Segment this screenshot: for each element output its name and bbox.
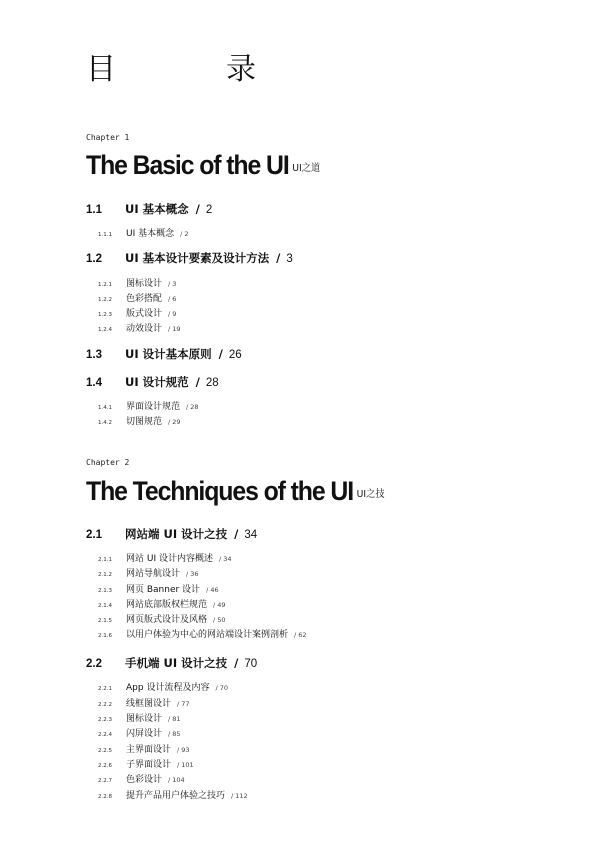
toc-section-1-4[interactable] xyxy=(86,374,219,390)
item-number: 2.1.3 xyxy=(98,588,112,594)
item-page: / 50 xyxy=(213,616,226,624)
item-title: 以用户体验为中心的网站端设计案例剖析 xyxy=(126,630,289,640)
item-title: UI 基本概念 xyxy=(126,229,175,239)
toc-section-2-1[interactable] xyxy=(86,526,257,542)
item-number: 1.2.3 xyxy=(98,312,112,318)
item-title: 网页 Banner 设计 xyxy=(126,585,201,595)
chapter-1-title xyxy=(86,150,320,181)
toc-item-1-2-2[interactable] xyxy=(98,291,176,304)
toc-item-2-1-1[interactable] xyxy=(98,551,232,564)
section-number: 2.2 xyxy=(86,658,102,670)
chapter-2-tag: Chapter 2 xyxy=(86,458,130,467)
toc-item-2-2-3[interactable] xyxy=(98,711,181,724)
toc-section-2-2[interactable] xyxy=(86,655,257,671)
section-separator: / xyxy=(234,656,239,670)
item-page: / 93 xyxy=(177,746,190,754)
item-page: / 29 xyxy=(168,418,181,426)
section-title: 网站端 UI 设计之技 xyxy=(125,527,228,541)
section-separator: / xyxy=(195,202,200,216)
item-title: 提升产品用户体验之技巧 xyxy=(126,791,226,801)
item-page: / 62 xyxy=(294,631,307,639)
section-separator: / xyxy=(218,347,223,361)
toc-item-1-1-1[interactable] xyxy=(98,226,189,239)
section-page: 3 xyxy=(286,253,293,265)
toc-item-2-1-2[interactable] xyxy=(98,566,199,579)
toc-item-2-1-5[interactable] xyxy=(98,612,226,625)
chapter-2-title xyxy=(86,476,385,507)
section-title: 手机端 UI 设计之技 xyxy=(125,656,228,670)
toc-section-1-1[interactable] xyxy=(86,201,212,217)
item-number: 2.1.1 xyxy=(98,557,112,563)
item-title: 线框图设计 xyxy=(126,699,172,709)
item-number: 1.2.1 xyxy=(98,282,112,288)
page-title: 目 录 xyxy=(86,52,296,87)
toc-item-1-2-4[interactable] xyxy=(98,321,181,334)
item-number: 2.2.6 xyxy=(98,763,112,769)
item-number: 2.1.5 xyxy=(98,618,112,624)
item-number: 1.1.1 xyxy=(98,232,112,238)
item-number: 1.2.4 xyxy=(98,327,112,333)
item-page: / 46 xyxy=(206,586,219,594)
item-title: 网站底部版权栏规范 xyxy=(126,600,208,610)
item-number: 2.2.2 xyxy=(98,702,112,708)
chapter-1-title-text: The Basic of the UI xyxy=(86,150,289,180)
item-page: / 104 xyxy=(168,776,185,784)
item-title: 色彩设计 xyxy=(126,775,163,785)
section-title: UI 设计基本原则 xyxy=(125,347,212,361)
item-page: / 2 xyxy=(180,230,189,238)
section-page: 26 xyxy=(228,349,242,361)
item-title: 闪屏设计 xyxy=(126,729,163,739)
toc-item-2-1-6[interactable] xyxy=(98,627,307,640)
item-title: 界面设计规范 xyxy=(126,402,181,412)
item-title: 网页版式设计及风格 xyxy=(126,615,208,625)
item-title: 色彩搭配 xyxy=(126,294,163,304)
item-number: 2.2.3 xyxy=(98,717,112,723)
chapter-1-tag: Chapter 1 xyxy=(86,133,130,142)
item-title: App 设计流程及内容 xyxy=(126,683,210,693)
item-page: / 36 xyxy=(186,570,199,578)
chapter-2-title-text: The Techniques of the UI xyxy=(86,476,354,506)
section-title: UI 设计规范 xyxy=(125,375,189,389)
section-separator: / xyxy=(234,527,239,541)
toc-item-1-2-3[interactable] xyxy=(98,306,176,319)
item-title: 图标设计 xyxy=(126,714,163,724)
item-title: 网站 UI 设计内容概述 xyxy=(126,554,213,564)
item-title: 网站导航设计 xyxy=(126,569,181,579)
item-number: 2.2.1 xyxy=(98,686,112,692)
item-number: 2.2.7 xyxy=(98,778,112,784)
section-page: 34 xyxy=(244,529,258,541)
toc-item-2-2-7[interactable] xyxy=(98,772,185,785)
section-number: 1.4 xyxy=(86,377,102,389)
section-separator: / xyxy=(195,375,200,389)
item-number: 2.1.2 xyxy=(98,572,112,578)
toc-item-2-2-5[interactable] xyxy=(98,742,190,755)
item-page: / 49 xyxy=(213,601,226,609)
item-page: / 77 xyxy=(177,700,190,708)
item-page: / 19 xyxy=(168,325,181,333)
item-page: / 9 xyxy=(168,310,177,318)
section-number: 1.1 xyxy=(86,204,102,216)
item-number: 2.1.6 xyxy=(98,633,112,639)
item-page: / 70 xyxy=(215,684,228,692)
item-page: / 6 xyxy=(168,295,177,303)
section-separator: / xyxy=(276,251,281,265)
item-number: 2.1.4 xyxy=(98,603,112,609)
toc-item-1-4-2[interactable] xyxy=(98,414,181,427)
section-title: UI 基本概念 xyxy=(125,202,189,216)
item-title: 版式设计 xyxy=(126,309,163,319)
item-page: / 85 xyxy=(168,730,181,738)
toc-item-2-1-4[interactable] xyxy=(98,597,226,610)
toc-item-2-2-1[interactable] xyxy=(98,680,228,693)
toc-section-1-3[interactable] xyxy=(86,346,242,362)
toc-item-1-4-1[interactable] xyxy=(98,399,199,412)
item-page: / 101 xyxy=(177,761,194,769)
item-number: 1.4.1 xyxy=(98,405,112,411)
item-title: 主界面设计 xyxy=(126,745,172,755)
item-title: 子界面设计 xyxy=(126,760,172,770)
item-page: / 34 xyxy=(218,555,232,563)
item-page: / 28 xyxy=(186,403,199,411)
toc-item-2-1-3[interactable] xyxy=(98,582,219,595)
toc-item-2-2-2[interactable] xyxy=(98,696,190,709)
toc-section-1-2[interactable] xyxy=(86,250,293,266)
item-page: / 81 xyxy=(168,715,181,723)
item-page: / 112 xyxy=(231,792,248,800)
item-number: 2.2.5 xyxy=(98,748,112,754)
section-page: 2 xyxy=(205,204,213,216)
item-number: 2.2.4 xyxy=(98,732,112,738)
toc-item-2-2-6[interactable] xyxy=(98,757,194,770)
item-number: 1.4.2 xyxy=(98,420,112,426)
section-page: 70 xyxy=(244,658,258,670)
section-number: 1.3 xyxy=(86,349,102,361)
chapter-2-subtitle: UI之技 xyxy=(356,489,385,500)
chapter-1-subtitle: UI之道 xyxy=(292,163,321,174)
section-title: UI 基本设计要素及设计方法 xyxy=(125,251,270,265)
item-title: 图标设计 xyxy=(126,279,163,289)
section-page: 28 xyxy=(205,377,219,389)
item-page: / 3 xyxy=(168,280,177,288)
item-number: 2.2.8 xyxy=(98,794,112,800)
toc-item-2-2-8[interactable] xyxy=(98,788,248,801)
item-title: 动效设计 xyxy=(126,324,163,334)
item-title: 切图规范 xyxy=(126,417,163,427)
item-number: 1.2.2 xyxy=(98,297,112,303)
section-number: 1.2 xyxy=(86,253,102,265)
section-number: 2.1 xyxy=(86,529,102,541)
toc-item-2-2-4[interactable] xyxy=(98,726,181,739)
toc-item-1-2-1[interactable] xyxy=(98,276,176,289)
